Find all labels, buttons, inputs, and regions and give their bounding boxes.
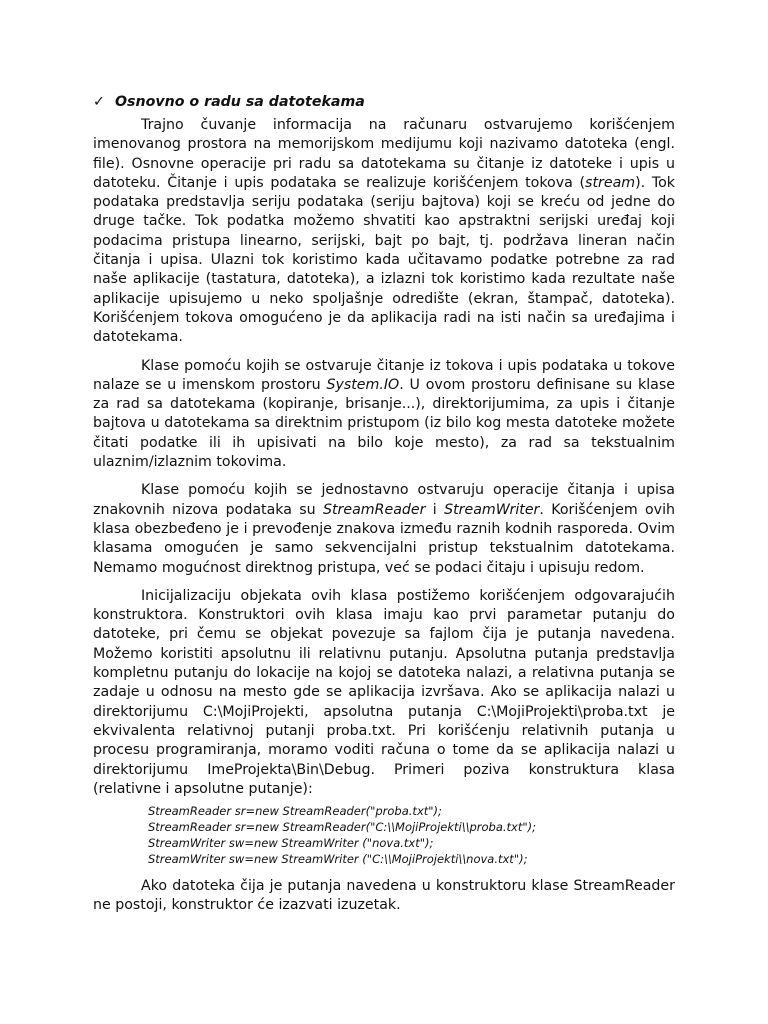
italic-term: stream [585,174,636,191]
italic-term: System.IO [326,376,400,393]
code-line: StreamWriter sw=new StreamWriter ("C:\\MojiProjekti\\nova.txt"); [148,852,528,867]
text-run: Klase pomoću kojih se jednostavno ostvaruju operacije čitanja i upisa znakovnih nizova podataka su [93,482,675,518]
code-line: StreamReader sr=new StreamReader("proba.txt"); [148,804,442,819]
text-run: i [425,501,445,518]
code-example [148,803,675,867]
italic-term: StreamReader [322,501,426,518]
paragraph-constructors: Inicijalizaciju objekata ovih klasa postižemo korišćenjem odgovarajućih konstruktora. Konstruktori ovih klasa imaju kao prvi parametar putanju do datoteke, pri čemu se objekat povezuje sa fajlom čija je putanja navedena. Možemo koristiti apsolutnu ili relativnu putanju. Apsolutna putanja predstavlja kompletnu putanju do lokacije na kojoj se datoteka nalazi, a relativna putanja se zadaje u odnosu na mesto gde se aplikacija izvršava. Ako se aplikacija nalazi u direktorijumu C:\MojiProjekti, apsolutna putanja C:\MojiProjekti\proba.txt je ekvivalenta relativnoj putanji proba.txt. Pri korišćenju relativnih putanja u procesu programiranja, moramo voditi računa o tome da se aplikacija nalazi u direktorijumu ImeProjekta\Bin\Debug. Primeri poziva konstruktura klasa (relativne i apsolutne putanje): [93,587,675,797]
text-run: Trajno čuvanje informacija na računaru ostvarujemo korišćenjem imenovanog prostora na memorijskom medijumu koji nazivamo datoteka (engl. file). Osnovne operacije pri radu sa datotekama su čitanje iz datoteke i upis u datoteku. Čitanje i upis podataka se realizuje korišćenjem tokova ( [93,117,675,191]
document-page [93,93,675,925]
code-line: StreamReader sr=new StreamReader("C:\\MojiProjekti\\proba.txt"); [148,820,536,835]
text-run: Klase pomoću kojih se ostvaruje čitanje iz tokova i upis podataka u tokove nalaze se u imenskom prostoru [93,357,675,393]
text-run: . Korišćenjem ovih klasa obezbeđeno je i prevođenje znakova između raznih kodnih rasporeda. Ovim klasama omogućen je samo sekvencijalni pristup tekstualnim datotekama. Nemamo mogućnost direktnog pristupa, već se podaci čitaju i upisuju redom. [93,501,676,576]
paragraph-classes [93,481,675,577]
paragraph-namespace [93,357,675,473]
italic-term: StreamWriter [444,501,540,518]
text-run: . U ovom prostoru definisane su klase za rad sa datotekama (kopiranje, brisanje...), direktorijumima, za upis i čitanje bajtova u datotekama sa direktnim pristupom (iz bilo kog mesta datoteke možete čitati podatke ili ih upisivati na bilo koje mesto), za rad sa tekstualnim ulaznim/izlaznim tokovima. [93,376,675,471]
paragraph-exception: Ako datoteka čija je putanja navedena u konstruktoru klase StreamReader ne postoji, konstruktor će izazvati izuzetak. [93,878,675,914]
section-heading [93,93,675,113]
section-title: Osnovno o radu sa datotekama [115,94,365,110]
paragraph-streams [93,116,675,348]
code-line: StreamWriter sw=new StreamWriter ("nova.txt"); [148,836,434,851]
text-run: ). Tok podataka predstavlja seriju podataka (seriju bajtova) koji se kreću od jedne do druge tačke. Tok podatka možemo shvatiti kao apstraktni serijski uređaj koji podacima pristupa linearno, serijski, bajt po bajt, tj. podržava lineran način čitanja i upisa. Ulazni tok koristimo kada učitavamo podatke potrebne za rad naše aplikacije (tastatura, datoteka), a izlazni tok koristimo kada rezultate naše aplikacije upisujemo u neko spoljašnje odredište (ekran, štampač, datoteka). Korišćenjem tokova omogućeno je da aplikacija radi na isti način sa uređajima i datotekama. [93,174,675,346]
checkmark-icon: ✓ [93,94,105,110]
